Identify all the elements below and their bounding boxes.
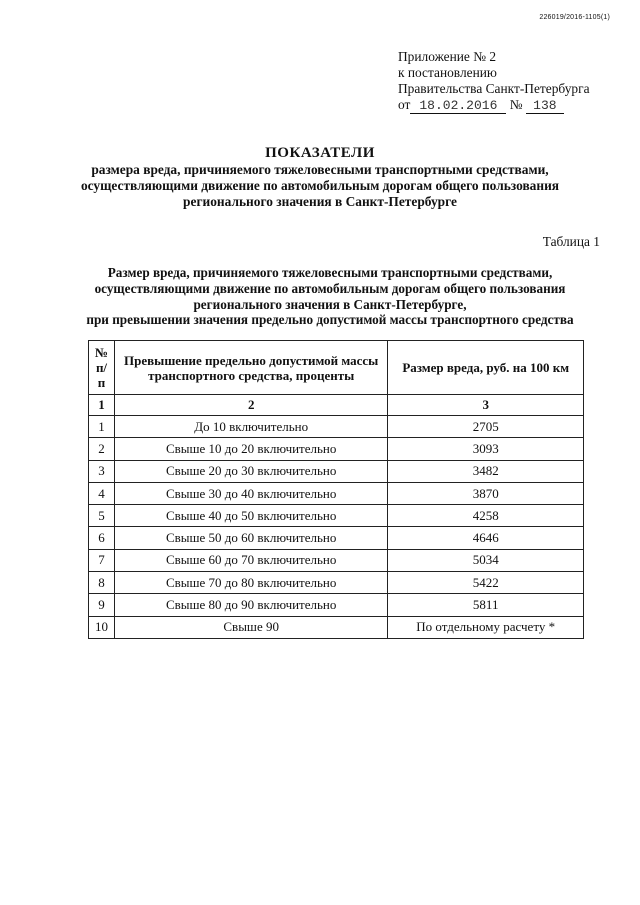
row-excess: Свыше 40 до 50 включительно bbox=[114, 505, 387, 527]
resolution-date: 18.02.2016 bbox=[410, 99, 506, 114]
from-label: от bbox=[398, 97, 411, 112]
header-number: № п/п bbox=[89, 341, 115, 395]
row-number: 6 bbox=[89, 527, 115, 549]
column-number: 2 bbox=[114, 395, 387, 416]
row-number: 9 bbox=[89, 594, 115, 616]
row-damage: 3482 bbox=[388, 460, 584, 482]
title-line-2: осуществляющими движение по автомобильным дорогам общего пользования bbox=[80, 178, 560, 193]
row-excess: Свыше 50 до 60 включительно bbox=[114, 527, 387, 549]
table-row bbox=[89, 527, 584, 549]
row-number: 5 bbox=[89, 505, 115, 527]
row-number: 8 bbox=[89, 572, 115, 594]
table-label: Таблица 1 bbox=[542, 234, 600, 249]
row-excess: Свыше 80 до 90 включительно bbox=[114, 594, 387, 616]
appendix-line-3: Правительства Санкт-Петербурга bbox=[398, 81, 590, 96]
caption-line-4: при превышении значения предельно допустимой массы транспортного средства bbox=[86, 312, 574, 328]
table-row bbox=[89, 616, 584, 638]
row-excess: Свыше 20 до 30 включительно bbox=[114, 460, 387, 482]
table-row bbox=[89, 549, 584, 571]
caption-line-2: осуществляющими движение по автомобильным дорогам общего пользования bbox=[94, 280, 566, 296]
row-damage: 3093 bbox=[388, 438, 584, 460]
table-header-row bbox=[89, 341, 584, 395]
row-number: 2 bbox=[89, 438, 115, 460]
row-number: 4 bbox=[89, 482, 115, 504]
row-number: 3 bbox=[89, 460, 115, 482]
appendix-line-1: Приложение № 2 bbox=[398, 49, 497, 64]
table-row bbox=[89, 482, 584, 504]
row-excess: Свыше 90 bbox=[114, 616, 387, 638]
caption-line-3: регионального значения в Санкт-Петербурге, bbox=[193, 296, 467, 312]
row-excess: До 10 включительно bbox=[114, 416, 387, 438]
table-row bbox=[89, 594, 584, 616]
table-row bbox=[89, 438, 584, 460]
number-label: № bbox=[509, 97, 523, 112]
appendix-block bbox=[398, 49, 623, 114]
row-number: 1 bbox=[89, 416, 115, 438]
row-excess: Свыше 10 до 20 включительно bbox=[114, 438, 387, 460]
table-caption bbox=[80, 265, 580, 328]
appendix-date-line bbox=[398, 97, 623, 114]
row-damage: 5034 bbox=[388, 549, 584, 571]
damage-table bbox=[88, 340, 584, 639]
row-damage: 2705 bbox=[388, 416, 584, 438]
row-excess: Свыше 30 до 40 включительно bbox=[114, 482, 387, 504]
table-row bbox=[89, 572, 584, 594]
row-damage: 4258 bbox=[388, 505, 584, 527]
row-excess: Свыше 70 до 80 включительно bbox=[114, 572, 387, 594]
row-damage: 3870 bbox=[388, 482, 584, 504]
column-number: 3 bbox=[388, 395, 584, 416]
title-main: ПОКАЗАТЕЛИ bbox=[265, 145, 375, 161]
table-row bbox=[89, 460, 584, 482]
row-number: 10 bbox=[89, 616, 115, 638]
row-number: 7 bbox=[89, 549, 115, 571]
table-column-numbers-row bbox=[89, 395, 584, 416]
document-title bbox=[60, 144, 580, 210]
resolution-number: 138 bbox=[526, 99, 564, 114]
header-damage: Размер вреда, руб. на 100 км bbox=[388, 341, 584, 395]
appendix-line-2: к постановлению bbox=[398, 65, 497, 80]
table-row bbox=[89, 505, 584, 527]
caption-line-1: Размер вреда, причиняемого тяжеловесными транспортными средствами, bbox=[107, 265, 553, 280]
title-line-3: регионального значения в Санкт-Петербурге bbox=[183, 194, 457, 209]
title-line-1: размера вреда, причиняемого тяжеловесными транспортными средствами, bbox=[91, 162, 549, 177]
header-excess: Превышение предельно допустимой массы транспортного средства, проценты bbox=[114, 341, 387, 395]
row-excess: Свыше 60 до 70 включительно bbox=[114, 549, 387, 571]
column-number: 1 bbox=[89, 395, 115, 416]
row-damage: По отдельному расчету * bbox=[388, 616, 584, 638]
row-damage: 5811 bbox=[388, 594, 584, 616]
table-row bbox=[89, 416, 584, 438]
document-id: 226019/2016-1105(1) bbox=[539, 14, 610, 21]
row-damage: 5422 bbox=[388, 572, 584, 594]
row-damage: 4646 bbox=[388, 527, 584, 549]
